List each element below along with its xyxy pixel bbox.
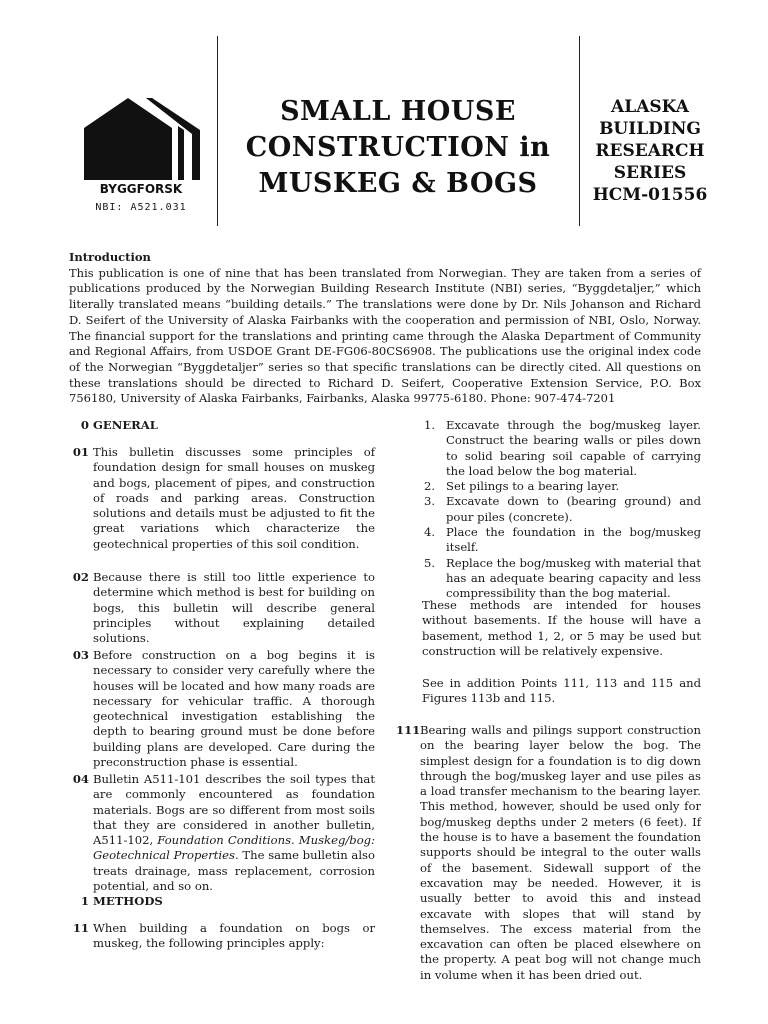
paragraph-number: 04 — [72, 772, 89, 786]
paragraph-number: 03 — [72, 648, 89, 662]
paragraph-number: 02 — [72, 570, 89, 584]
series-code: HCM-01556 — [592, 185, 708, 205]
introduction-section — [69, 250, 701, 407]
right-column — [396, 418, 701, 982]
title-line-2: CONSTRUCTION in — [245, 132, 551, 163]
header-divider-right — [579, 36, 580, 226]
series-line-2: BUILDING — [599, 119, 701, 139]
series-line-1: ALASKA — [611, 97, 689, 117]
methods-list — [424, 418, 701, 602]
section-number: 1 — [80, 894, 89, 908]
list-item — [424, 494, 701, 525]
list-number: 2. — [424, 479, 436, 494]
byggforsk-logo — [80, 96, 202, 213]
section-title: METHODS — [93, 894, 163, 908]
paragraph-text: Because there is still too little experience to determine which method is best for building on bogs, this bulletin will describe general principles without explaining detailed solutions. — [93, 570, 375, 646]
title-line-1: SMALL HOUSE — [280, 96, 516, 127]
bulletin-title: Foundation Conditions. Muskeg/bog: Geotechnical Properties — [93, 833, 375, 863]
introduction-heading: Introduction — [69, 250, 151, 264]
house-logo-icon — [80, 96, 202, 180]
see-also-note: See in addition Points 111, 113 and 115 and Figures 113b and 115. — [422, 676, 701, 706]
introduction-body: This publication is one of nine that has been translated from Norwegian. They are taken from a series of publications produced by the Norwegian Building Research Institute (NBI) series, “Byggdetaljer,” which literally translated means “building details.” The translations were done by Dr. Nils Johanson and Richard D. Seifert of the University of Alaska Fairbanks with the cooperation and permission of NBI, Oslo, Norway. The financial support for the translations and printing came through the Alaska Department of Community and Regional Affairs, from USDOE Grant DE-FG06-80CS6908. The publications use the original index code of the Norwegian “Byggdetaljer” series so that specific translations can be directly cited. All questions on these translations should be directed to Richard D. Seifert, Cooperative Extension Service, P.O. Box 756180, University of Alaska Fairbanks, Fairbanks, Alaska 99775-6180. Phone: 907-474-7201 — [69, 265, 701, 406]
series-line-4: SERIES — [613, 163, 687, 183]
paragraph-number: 11 — [72, 921, 89, 935]
paragraph-text: Before construction on a bog begins it is necessary to consider very carefully where the houses will be located and how many roads are necessary for vehicular traffic. A thorough geotechnical investigation establishing the depth to bearing ground must be done before building plans are developed. Care during the preconstruction phase is essential. — [93, 648, 375, 770]
paragraph-number: 111 — [396, 723, 421, 737]
paragraph-text: This bulletin discusses some principles of foundation design for small houses on muskeg and bogs, placement of pipes, and construction of roads and parking areas. Construction solutions and details must be adjusted to fit the great variations which characterize the geotechnical properties of this soil condition. — [93, 445, 375, 551]
paragraph-text: When building a foundation on bogs or muskeg, the following principles apply: — [93, 921, 375, 951]
list-text: Excavate down to (bearing ground) and pour piles (concrete). — [446, 494, 701, 524]
list-item — [424, 556, 701, 602]
paragraph-111 — [396, 723, 701, 983]
paragraph-04 — [69, 772, 375, 894]
paragraph-number: 01 — [72, 445, 89, 459]
methods-note: These methods are intended for houses without basements. If the house will have a basement, method 1, 2, or 5 may be used but construction will be relatively expensive. — [422, 598, 701, 658]
list-text: Replace the bog/muskeg with material that has an adequate bearing capacity and less compressibility than the bog material. — [446, 555, 701, 601]
section-number: 0 — [80, 418, 89, 432]
header-divider-left — [217, 36, 218, 226]
list-number: 4. — [424, 525, 436, 540]
section-1-heading — [69, 894, 375, 909]
list-number: 1. — [424, 418, 436, 432]
logo-wordmark: BYGGFORSK — [99, 182, 183, 196]
paragraph-text: Bearing walls and pilings support construction on the bearing layer below the bog. The simplest design for a foundation is to dig down through the bog/muskeg layer and use piles as a load transfer mechanism to the bearing layer. This method, however, should be used only for bog/muskeg depths under 2 meters (6 feet). If the house is to have a basement the foundation supports should be integral to the outer walls of the basement. Sidewall support of the excavation may be needed. However, it is usually better to avoid this and instead excavate with slopes that will stand by themselves. The excess material from the excavation can often be placed elsewhere on the property. A peat bog will not change much in volume when it has been dried out. — [420, 723, 701, 982]
list-item — [424, 418, 701, 479]
paragraph-02 — [69, 570, 375, 646]
left-column — [69, 418, 375, 958]
list-text: Set pilings to a bearing layer. — [446, 479, 620, 494]
paragraph-text-part: . The same bulletin also treats drainage, mass replacement, corrosion potential, and so on. — [93, 848, 375, 894]
series-block — [583, 96, 717, 206]
nbi-code: NBI: A521.031 — [95, 202, 187, 213]
list-text: Place the foundation in the bog/muskeg itself. — [446, 525, 701, 555]
document-title — [222, 94, 574, 202]
list-item — [424, 525, 701, 556]
paragraph-03 — [69, 648, 375, 770]
series-line-3: RESEARCH — [595, 141, 705, 161]
list-number: 3. — [424, 494, 436, 509]
section-0-heading — [69, 418, 375, 433]
paragraph-text-part: Bulletin A511-101 describes the soil types that are commonly encountered as foundation materials. Bogs are so different from most soils that they are considered in another bulletin, A511-102, — [93, 772, 375, 848]
list-text: Excavate through the bog/muskeg layer. Construct the bearing walls or piles down to solid bearing soil capable of carrying the load below the bog material. — [446, 418, 701, 478]
paragraph-text — [93, 772, 375, 894]
title-line-3: MUSKEG & BOGS — [258, 168, 538, 199]
list-number: 5. — [424, 555, 436, 570]
section-title: GENERAL — [93, 418, 158, 432]
paragraph-11 — [69, 921, 375, 952]
list-item — [424, 479, 701, 494]
paragraph-01 — [69, 445, 375, 552]
